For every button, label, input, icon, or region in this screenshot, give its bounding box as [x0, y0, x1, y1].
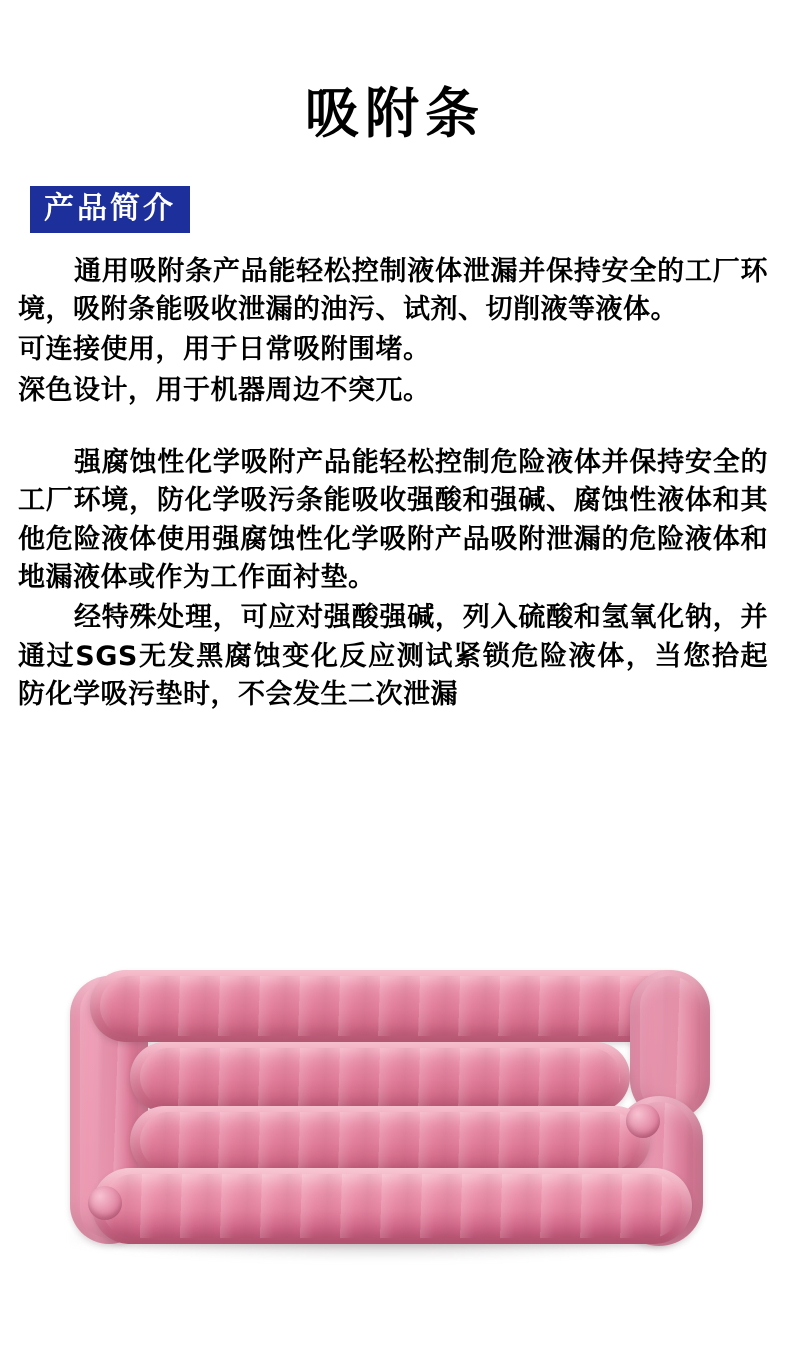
- product-detail-page: [0, 36, 790, 1372]
- paragraph-intro: 通用吸附条产品能轻松控制液体泄漏并保持安全的工厂环境，吸附条能吸收泄漏的油污、试剂、切削液等液体。: [18, 255, 768, 325]
- product-photo: [0, 926, 790, 1372]
- absorbent-sock-end-cap-left: [88, 1186, 122, 1220]
- section-header: [0, 186, 790, 233]
- absorbent-sock-row-1: [90, 970, 700, 1042]
- body-copy: [0, 253, 790, 715]
- absorbent-sock-row-2: [130, 1042, 630, 1112]
- paragraph-sgs-test: 经特殊处理，可应对强酸强碱，列入硫酸和氢氧化钠，并通过SGS无发黑腐蚀变化反应测试紧锁危险液体，当您拾起防化学吸污垫时，不会发生二次泄漏: [18, 602, 768, 710]
- paragraph-connectable: 可连接使用，用于日常吸附围堵。: [18, 334, 431, 366]
- paragraph-corrosive: 强腐蚀性化学吸附产品能轻松控制危险液体并保持安全的工厂环境，防化学吸污条能吸收强酸和强碱、腐蚀性液体和其他危险液体使用强腐蚀性化学吸附产品吸附泄漏的危险液体和地漏液体或作为工作面衬垫。: [18, 446, 768, 593]
- absorbent-sock-row-4: [92, 1168, 692, 1244]
- product-photo-stage: [30, 946, 760, 1286]
- absorbent-sock-end-cap-right: [626, 1104, 660, 1138]
- absorbent-sock-row-3: [130, 1106, 650, 1176]
- paragraph-dark-design: 深色设计，用于机器周边不突兀。: [18, 374, 431, 406]
- section-badge-product-intro: 产品简介: [30, 186, 190, 233]
- page-title: 吸附条: [305, 82, 485, 146]
